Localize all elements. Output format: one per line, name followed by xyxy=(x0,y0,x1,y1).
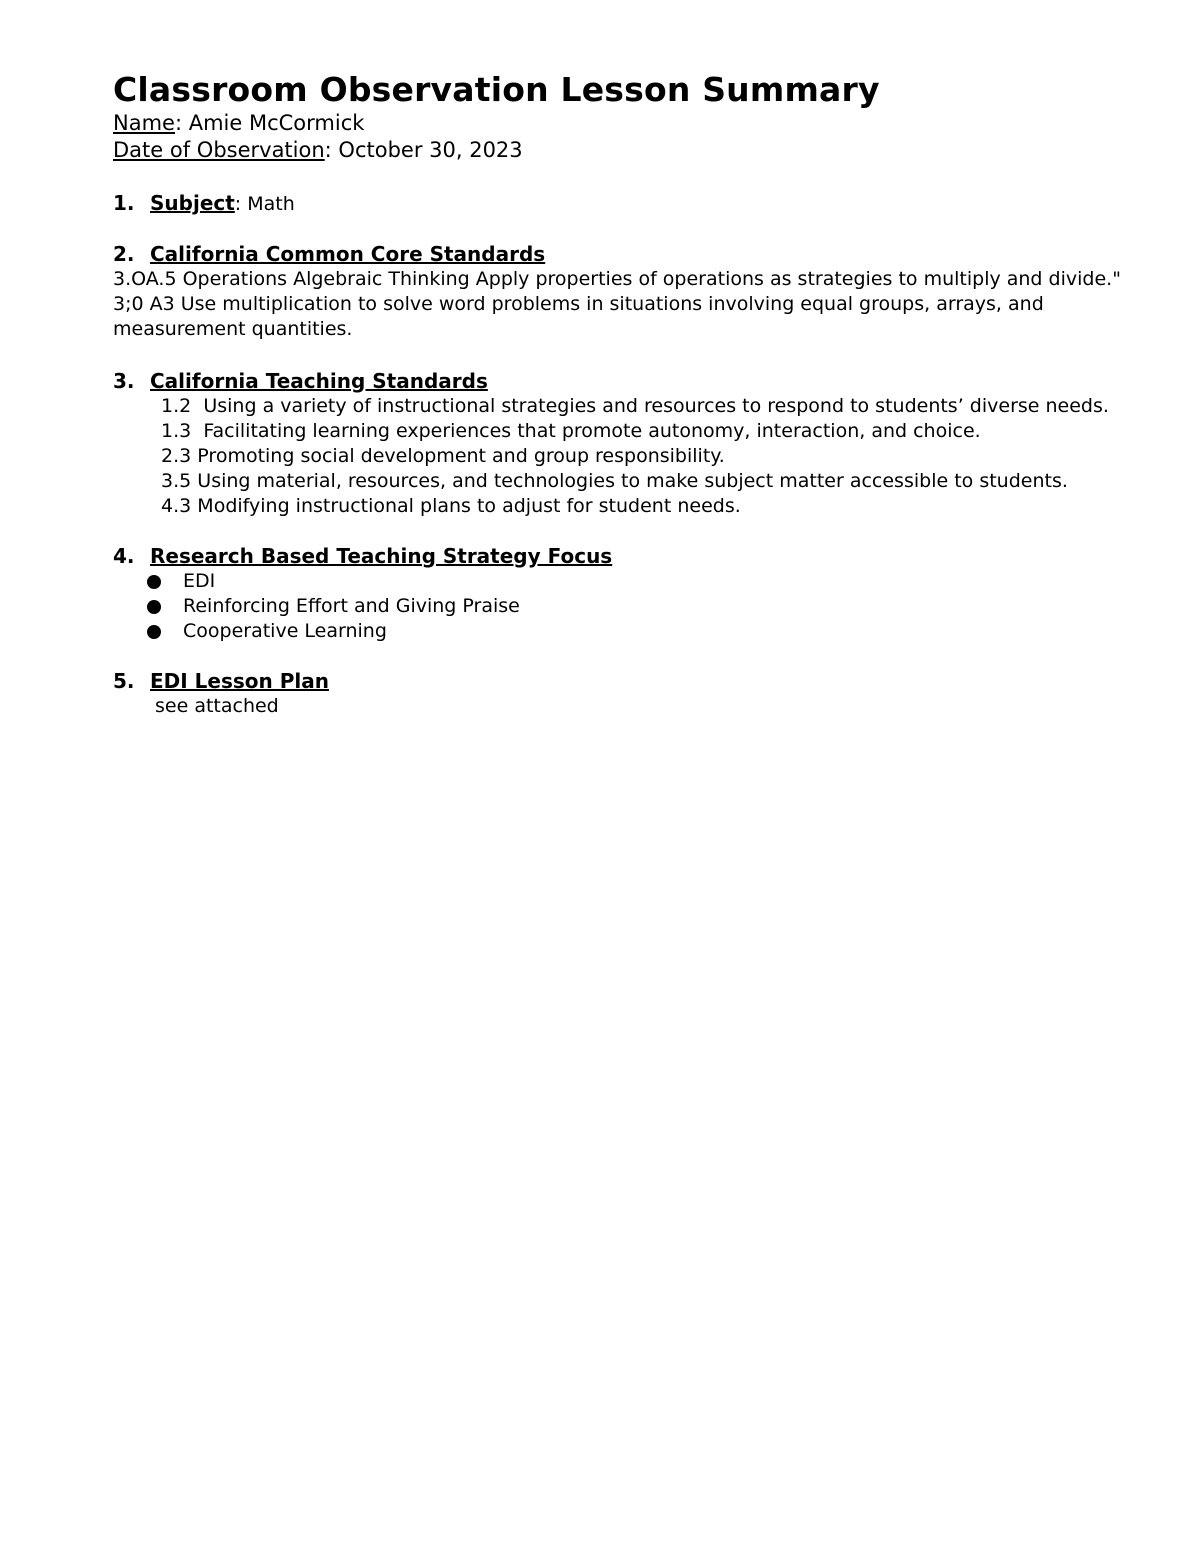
teaching-standard: 4.3 Modifying instructional plans to adjust for student needs. xyxy=(155,495,741,517)
teaching-standard: 1.2 Using a variety of instructional strategies and resources to respond to students’ diverse needs. xyxy=(155,395,1109,417)
standard-text: 3;0 A3 Use multiplication to solve word problems in situations involving equal groups, arrays, and measurement quantities. xyxy=(113,293,1044,340)
section-common-core xyxy=(113,242,1128,342)
document-title: Classroom Observation Lesson Summary xyxy=(113,70,880,109)
section-strategy-focus xyxy=(113,544,1128,644)
section-label: Research Based Teaching Strategy Focus xyxy=(150,544,613,568)
name-line xyxy=(113,110,1128,137)
teaching-standard: 1.3 Facilitating learning experiences that promote autonomy, interaction, and choice. xyxy=(155,420,981,442)
bullet-icon xyxy=(147,625,161,639)
name-value: : Amie McCormick xyxy=(174,111,365,135)
section-number: 4. xyxy=(113,544,135,568)
section-label: EDI Lesson Plan xyxy=(150,669,329,693)
document-page xyxy=(113,70,1128,719)
teaching-standard: 2.3 Promoting social development and group responsibility. xyxy=(155,445,725,467)
standard-text: 3.OA.5 Operations Algebraic Thinking Apply properties of operations as strategies to multiply and divide." xyxy=(113,268,1121,290)
section-label: California Common Core Standards xyxy=(150,242,546,266)
strategy-list xyxy=(113,569,1128,644)
section-number: 1. xyxy=(113,191,135,215)
date-line xyxy=(113,137,1128,164)
section-lesson-plan xyxy=(113,669,1128,719)
section-subject xyxy=(113,191,1128,217)
bullet-icon xyxy=(147,600,161,614)
section-label: California Teaching Standards xyxy=(150,369,488,393)
date-label: Date of Observation xyxy=(113,138,325,162)
section-number: 3. xyxy=(113,369,135,393)
name-label: Name xyxy=(113,111,175,135)
section-number: 2. xyxy=(113,242,135,266)
section-teaching-standards xyxy=(113,369,1128,519)
list-item: EDI xyxy=(147,569,1128,594)
section-number: 5. xyxy=(113,669,135,693)
list-item: Cooperative Learning xyxy=(147,619,1128,644)
teaching-standard: 3.5 Using material, resources, and technologies to make subject matter accessible to students. xyxy=(155,470,1068,492)
date-value: : October 30, 2023 xyxy=(324,138,523,162)
section-label: Subject xyxy=(150,191,235,215)
list-item: Reinforcing Effort and Giving Praise xyxy=(147,594,1128,619)
bullet-icon xyxy=(147,575,161,589)
lesson-plan-note: see attached xyxy=(155,695,279,717)
subject-value: : Math xyxy=(234,193,295,215)
